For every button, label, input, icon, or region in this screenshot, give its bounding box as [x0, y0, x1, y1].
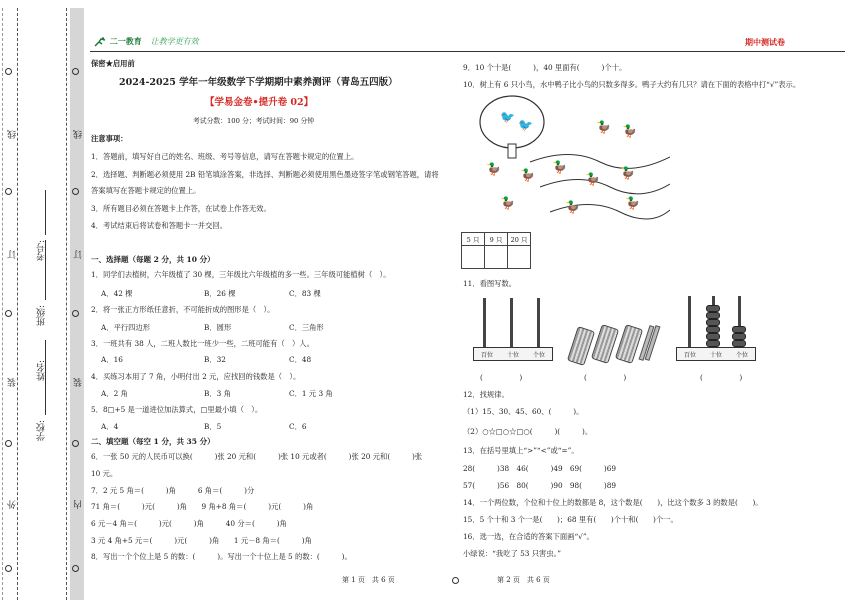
section-fill-heading: 二、填空题（每空 1 分，共 35 分） — [91, 437, 215, 446]
center-hole-icon — [452, 577, 459, 584]
stick-bundle-icon — [567, 326, 595, 366]
q3-option-c[interactable]: C．48 — [289, 355, 312, 364]
abacus-bead — [706, 319, 720, 326]
q2-option-c[interactable]: C．三角形 — [289, 323, 324, 332]
question-5: 5．8□+5 是一道进位加法算式，□里最小填（ ）。 — [91, 405, 263, 414]
question-15: 15．5 个十和 3 个一是( )；68 里有( )个十和( )个一。 — [463, 515, 678, 524]
q1-option-b[interactable]: B．26 棵 — [204, 289, 236, 298]
binding-hole-icon — [72, 565, 79, 572]
header-rule — [90, 51, 845, 52]
duck-icon: 🦆 — [625, 196, 640, 210]
abacus-bead — [706, 333, 720, 340]
q5-option-c[interactable]: C．6 — [289, 422, 307, 431]
question-6-cont: 10 元。 — [91, 469, 118, 478]
q1-option-a[interactable]: A．42 棵 — [101, 289, 133, 298]
question-11: 11．看图写数。 — [463, 279, 517, 288]
duck-icon: 🦆 — [565, 200, 580, 214]
question-16-quote: 小绿说：“我吃了 53 只害虫。” — [463, 549, 561, 558]
binding-hole-icon — [72, 310, 79, 317]
note-2: 2．选择题、判断题必须使用 2B 铅笔填涂答案，非选择、判断题必须使用黑色墨迹签字笔或钢笔答题，请将 — [91, 170, 439, 179]
exam-type-label: 期中测试卷 — [745, 38, 785, 47]
abacus-rod — [688, 296, 691, 348]
notes-title: 注意事项： — [91, 134, 128, 143]
binding-hole-icon — [5, 310, 12, 317]
question-8: 8．写出一个个位上是 5 的数：( )。写出一个十位上是 5 的数：( )。 — [91, 552, 352, 561]
abacus-2-base — [676, 347, 756, 361]
outer-label-line: 线 — [8, 130, 18, 139]
question-9: 9．10 个十是( )，40 里面有( )个十。 — [463, 63, 627, 72]
duck-icon: 🦆 — [585, 172, 600, 186]
duck-icon: 🦆 — [552, 160, 567, 174]
abacus-bead — [706, 340, 720, 347]
place-tens: 十位 — [709, 351, 722, 359]
exam-title: 2024-2025 学年一年级数学下学期期中素养测评（青岛五四版） — [119, 77, 398, 88]
q2-option-a[interactable]: A．平行四边形 — [101, 323, 151, 332]
running-figure-icon — [93, 37, 107, 47]
right-page-number: 第 2 页 共 6 页 — [497, 576, 550, 584]
place-ones: 个位 — [735, 351, 748, 359]
cut-line-left — [17, 8, 18, 600]
q4-option-b[interactable]: B．3 角 — [204, 389, 231, 398]
abacus-bead — [706, 305, 720, 312]
duck-icon: 🦆 — [620, 166, 635, 180]
question-4: 4．买练习本用了 7 角，小明付出 2 元，应找回的钱数是（ ）。 — [91, 372, 301, 381]
abacus-bead — [732, 326, 746, 333]
q11-answer-2[interactable]: ( ) — [584, 373, 627, 382]
brand-logo — [93, 36, 199, 47]
inner-label-line: 线 — [74, 130, 84, 139]
question-12-part-1: （1）15、30、45、60、( )。 — [463, 407, 584, 416]
place-tens: 十位 — [506, 351, 519, 359]
table-header-20: 20 只 — [508, 233, 531, 246]
exam-subtitle: 【学易金卷•提升卷 02】 — [205, 97, 314, 108]
outer-label-outside: 外 — [8, 500, 18, 509]
duck-icon: 🦆 — [500, 196, 515, 210]
bird-icon: 🐦 — [500, 110, 515, 124]
table-header-5: 5 只 — [462, 233, 485, 246]
q3-option-b[interactable]: B．32 — [204, 355, 226, 364]
note-2-cont: 答案填写在答题卡规定的位置上。 — [91, 186, 201, 195]
abacus-bead — [706, 312, 720, 319]
question-7-line-4: 3 元 4 角+5 元＝( )元( )角 1 元－8 角＝( )角 — [91, 536, 312, 545]
field-name-label: 姓名: — [37, 360, 47, 382]
confidential-mark: 保密★启用前 — [91, 59, 135, 68]
outer-label-pack: 装 — [8, 378, 18, 387]
bird-icon: 🐦 — [518, 118, 533, 132]
abacus-bead — [732, 333, 746, 340]
binding-gray-strip — [70, 8, 84, 600]
binding-margin — [0, 0, 90, 608]
question-7-line-3: 6 元－4 角＝( )元( )角 40 分＝( )角 — [91, 519, 287, 528]
place-hundreds: 百位 — [480, 351, 493, 359]
logo-text: 二一教育 — [109, 37, 142, 46]
abacus-bead — [732, 340, 746, 347]
binding-hole-icon — [72, 440, 79, 447]
q11-answer-3[interactable]: ( ) — [700, 373, 743, 382]
outer-label-bind: 订 — [8, 250, 18, 259]
question-16: 16．选一选，在合适的答案下面画“√”。 — [463, 532, 594, 541]
field-id-line[interactable] — [45, 190, 46, 235]
duck-icon: 🦆 — [486, 162, 501, 176]
question-12-part-2: （2）○☆□○☆□○( )( )。 — [463, 427, 593, 436]
question-3: 3．一班共有 38 人，二班人数比一班少一些，二班可能有（ ）人。 — [91, 339, 314, 348]
table-answer-cell-5[interactable] — [462, 246, 485, 269]
duck-count-table — [461, 232, 531, 269]
binding-hole-icon — [72, 188, 79, 195]
duck-icon: 🦆 — [520, 168, 535, 182]
q5-option-b[interactable]: B．5 — [204, 422, 222, 431]
inner-label-pack: 装 — [74, 378, 84, 387]
q4-option-a[interactable]: A．2 角 — [101, 389, 128, 398]
q5-option-a[interactable]: A．4 — [101, 422, 119, 431]
q2-option-b[interactable]: B．圆形 — [204, 323, 232, 332]
question-13-row-1: 28( )38 46( )49 69( )69 — [463, 464, 617, 473]
note-3: 3．所有题目必须在答题卡上作答，在试卷上作答无效。 — [91, 204, 271, 213]
duck-icon: 🦆 — [622, 124, 637, 138]
place-ones: 个位 — [532, 351, 545, 359]
abacus-bead — [706, 326, 720, 333]
abacus-1-base — [473, 347, 553, 361]
abacus-rod — [537, 298, 540, 348]
binding-hole-icon — [5, 440, 12, 447]
question-12: 12．找规律。 — [463, 390, 509, 399]
question-7-line-2: 71 角＝( )元( )角 9 角+8 角＝( )元( )角 — [91, 502, 314, 511]
question-7-line-1: 7．2 元 5 角＝( )角 6 角＝( )分 — [91, 486, 255, 495]
question-2: 2．将一张正方形纸任意折，不可能折成的图形是（ ）。 — [91, 305, 275, 314]
binding-hole-icon — [5, 188, 12, 195]
note-4: 4．考试结束后将试卷和答题卡一并交回。 — [91, 221, 227, 230]
q4-option-c[interactable]: C．1 元 3 角 — [289, 389, 333, 398]
left-page-number: 第 1 页 共 6 页 — [342, 576, 395, 584]
q11-answer-1[interactable]: ( ) — [480, 373, 523, 382]
exam-info: 考试分数：100 分；考试时间：90 分钟 — [193, 117, 315, 125]
inner-label-inside: 内 — [74, 500, 84, 509]
question-14: 14．一个两位数，个位和十位上的数都是 8，这个数是( )，比这个数多 3 的数是( )。 — [463, 498, 763, 507]
section-choice-heading: 一、选择题（每题 2 分，共 10 分） — [91, 255, 215, 264]
outer-cut-line — [2, 8, 17, 600]
question-1: 1．同学们去植树，六年级植了 30 棵，三年级比六年级植的多一些。三年级可能植树（ ）。 — [91, 270, 391, 279]
place-hundreds: 百位 — [683, 351, 696, 359]
question-6: 6．一张 50 元的人民币可以换( )张 20 元和( )张 10 元或者( )张 20 元和( )张 — [91, 452, 423, 461]
question-13: 13．在括号里填上“>”“<”或“=”。 — [463, 446, 579, 455]
binding-hole-icon — [72, 68, 79, 75]
inner-label-bind: 订 — [74, 250, 84, 259]
cut-line-right — [66, 8, 67, 600]
slogan: 让教学更有效 — [150, 37, 199, 46]
binding-hole-icon — [5, 68, 12, 75]
note-1: 1．答题前，填写好自己的姓名、班级、考号等信息，请写在答题卡规定的位置上。 — [91, 152, 359, 161]
q1-option-c[interactable]: C．83 棵 — [289, 289, 321, 298]
duck-icon: 🦆 — [596, 120, 611, 134]
question-10: 10．树上有 6 只小鸟，水中鸭子比小鸟的只数多得多。鸭子大约有几只？请在下面的表格中打“√”表示。 — [463, 80, 801, 89]
abacus-rod — [510, 298, 513, 348]
field-class-label: 班级: — [37, 305, 47, 327]
abacus-rod — [483, 298, 486, 348]
table-answer-cell-20[interactable] — [508, 246, 531, 269]
binding-hole-icon — [5, 565, 12, 572]
field-id-label: 考号: — [37, 240, 47, 262]
q3-option-a[interactable]: A．16 — [101, 355, 123, 364]
table-answer-cell-9[interactable] — [485, 246, 508, 269]
question-13-row-2: 57( )56 80( )90 98( )89 — [463, 481, 617, 490]
table-header-9: 9 只 — [485, 233, 508, 246]
field-school-label: 学校: — [37, 420, 47, 442]
